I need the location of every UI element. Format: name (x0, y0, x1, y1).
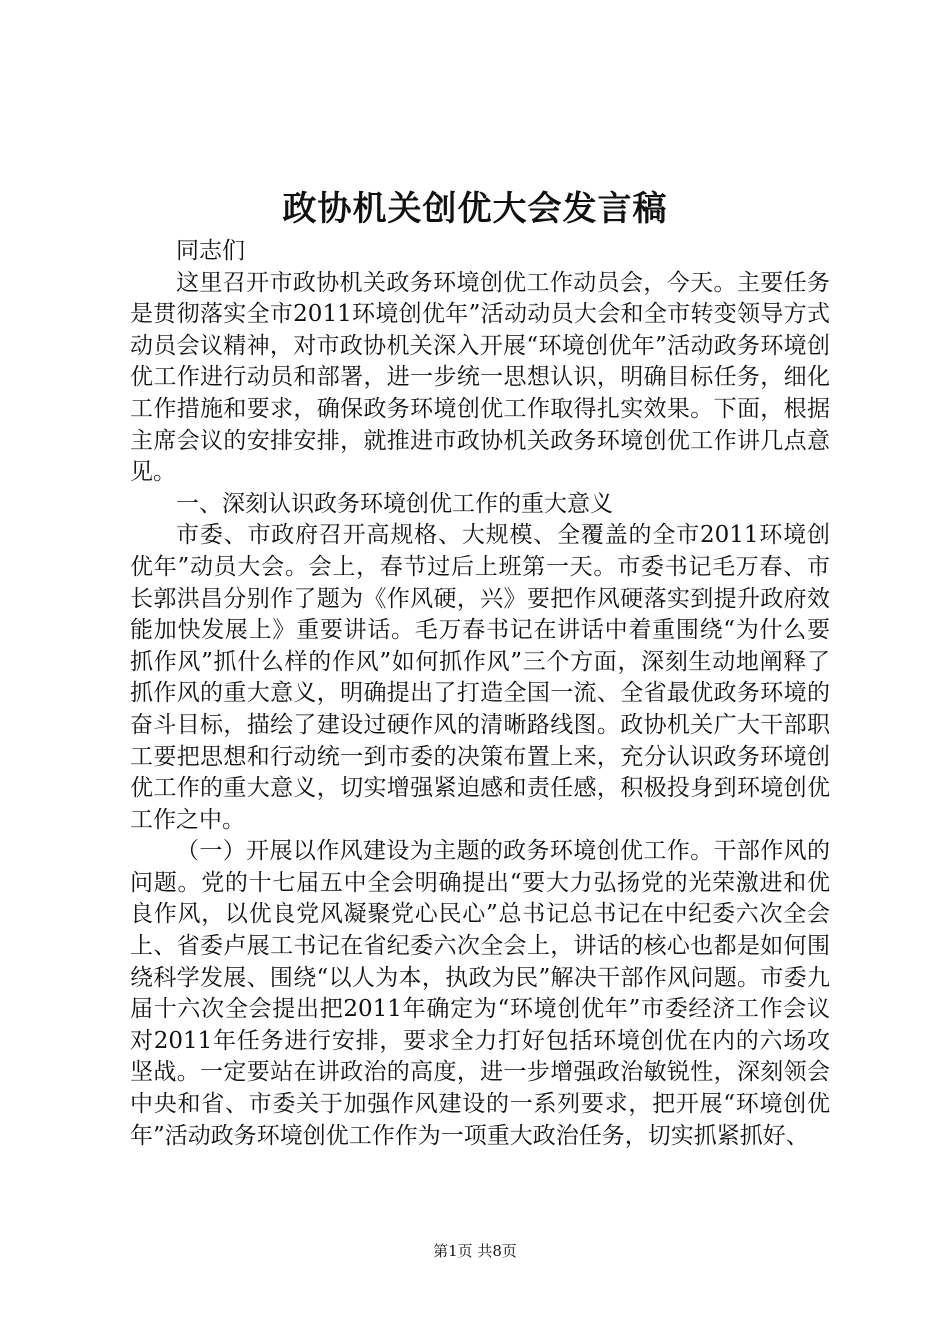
document-body (130, 236, 830, 1152)
document-title: 政协机关创优大会发言稿 (282, 189, 668, 229)
salutation: 同志们 (176, 238, 245, 264)
paragraph-intro: 这里召开市政协机关政务环境创优工作动员会，今天。主要任务是贯彻落实全市2011环境创优年”活动动员大会和全市转变领导方式动员会议精神，对市政协机关深入开展“环境创优年”活动政务环境创优工作进行动员和部署，进一步统一思想认识，明确目标任务，细化工作措施和要求，确保政务环境创优工作取得扎实效果。下面，根据主席会议的安排安排，就推进市政协机关政务环境创优工作讲几点意见。 (130, 269, 830, 486)
paragraph-subsection-1: （一）开展以作风建设为主题的政务环境创优工作。干部作风的问题。党的十七届五中全会明确提出“要大力弘扬党的光荣激进和优良作风，以优良党风凝聚党心民心”总书记总书记在中纪委六次全会上、省委卢展工书记在省纪委六次全会上，讲话的核心也都是如何围绕科学发展、围绕“以人为本，执政为民”解决干部作风问题。市委九届十六次全会提出把2011年确定为“环境创优年”市委经济工作会议对2011年任务进行安排，要求全力打好包括环境创优在内的六场攻坚战。一定要站在讲政治的高度，进一步增强政治敏锐性，深刻领会中央和省、市委关于加强作风建设的一系列要求，把开展“环境创优年”活动政务环境创优工作作为一项重大政治任务，切实抓紧抓好、 (130, 838, 830, 1149)
paragraph-section-1: 市委、市政府召开高规格、大规模、全覆盖的全市2011环境创优年”动员大会。会上，春节过后上班第一天。市委书记毛万春、市长郭洪昌分别作了题为《作风硬，兴》要把作风硬落实到提升政府效能加快发展上》重要讲话。毛万春书记在讲话中着重围绕“为什么要抓作风”抓什么样的作风”如何抓作风”三个方面，深刻生动地阐释了抓作风的重大意义，明确提出了打造全国一流、全省最优政务环境的奋斗目标，描绘了建设过硬作风的清晰路线图。政协机关广大干部职工要把思想和行动统一到市委的决策布置上来，充分认识政务环境创优工作的重大意义，切实增强紧迫感和责任感，积极投身到环境创优工作之中。 (130, 522, 830, 833)
page-number: 第1页 共8页 (433, 1242, 517, 1260)
section-heading-1: 一、深刻认识政务环境创优工作的重大意义 (176, 490, 613, 517)
